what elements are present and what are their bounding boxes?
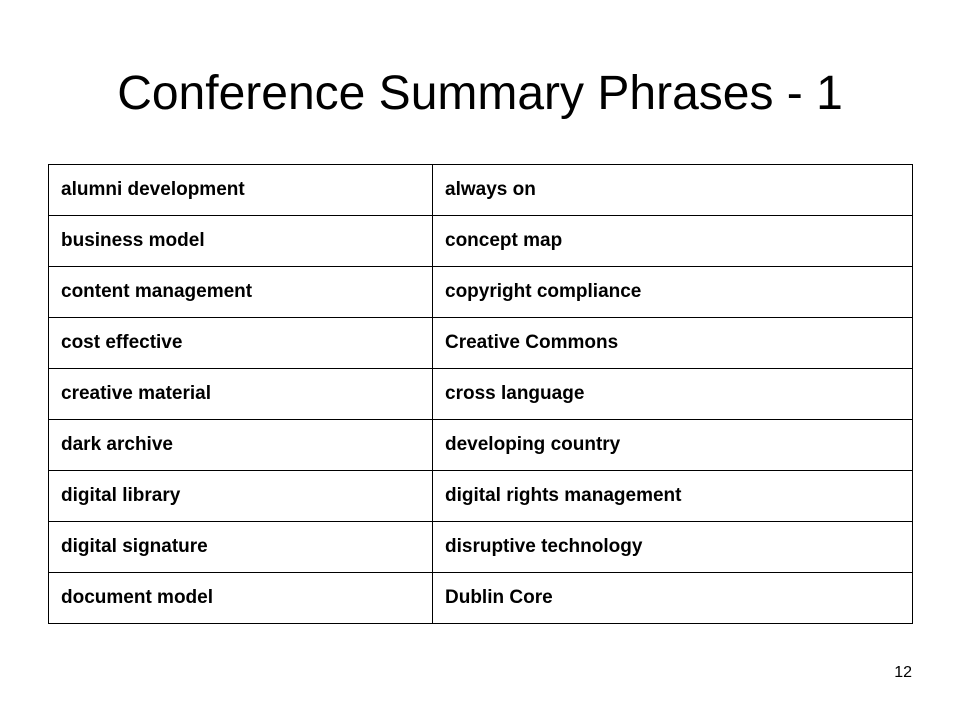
phrase-cell: alumni development <box>49 165 433 216</box>
phrase-cell: developing country <box>433 420 913 471</box>
slide-number: 12 <box>894 664 912 681</box>
table-row <box>49 522 913 573</box>
phrase-cell: creative material <box>49 369 433 420</box>
table-row <box>49 318 913 369</box>
table-row <box>49 267 913 318</box>
phrase-cell: document model <box>49 573 433 624</box>
phrase-cell: cost effective <box>49 318 433 369</box>
phrase-cell: disruptive technology <box>433 522 913 573</box>
phrase-cell: Dublin Core <box>433 573 913 624</box>
table-row <box>49 369 913 420</box>
phrase-cell: business model <box>49 216 433 267</box>
phrase-cell: copyright compliance <box>433 267 913 318</box>
phrase-cell: digital signature <box>49 522 433 573</box>
phrase-cell: dark archive <box>49 420 433 471</box>
phrase-cell: Creative Commons <box>433 318 913 369</box>
phrase-cell: digital rights management <box>433 471 913 522</box>
table-row <box>49 420 913 471</box>
phrase-cell: concept map <box>433 216 913 267</box>
phrase-cell: cross language <box>433 369 913 420</box>
table-row <box>49 573 913 624</box>
phrase-cell: content management <box>49 267 433 318</box>
table-row <box>49 471 913 522</box>
phrase-table <box>48 164 913 624</box>
phrase-cell: always on <box>433 165 913 216</box>
table-row <box>49 165 913 216</box>
slide-title: Conference Summary Phrases - 1 <box>117 67 843 120</box>
table-row <box>49 216 913 267</box>
phrase-cell: digital library <box>49 471 433 522</box>
